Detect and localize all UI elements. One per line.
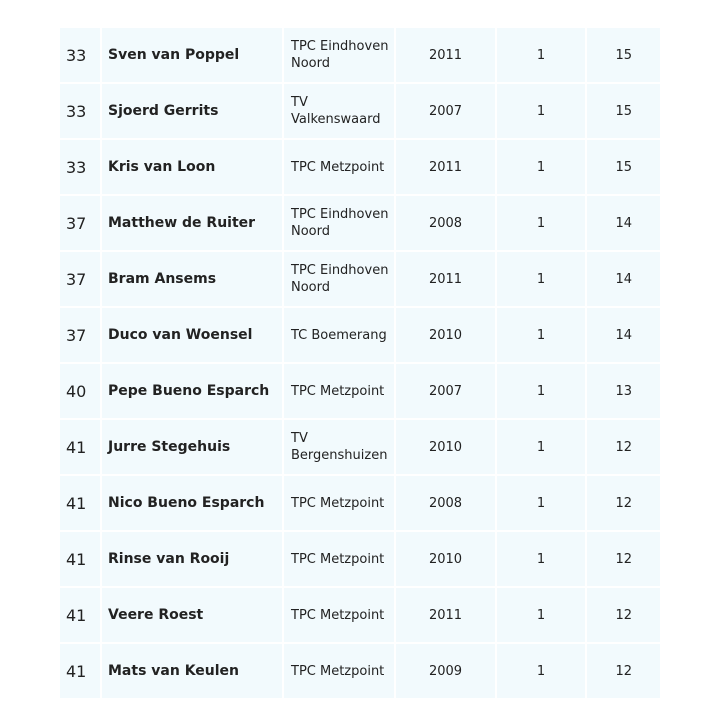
matches-cell: 1 bbox=[497, 84, 587, 138]
club-cell bbox=[284, 84, 396, 138]
points-cell: 15 bbox=[587, 84, 660, 138]
points-cell: 12 bbox=[587, 532, 660, 586]
birth-year-cell: 2007 bbox=[396, 84, 497, 138]
ranking-table bbox=[60, 26, 660, 700]
matches-cell: 1 bbox=[497, 196, 587, 250]
table-row bbox=[60, 588, 660, 642]
birth-year-cell: 2011 bbox=[396, 140, 497, 194]
table-row bbox=[60, 476, 660, 530]
club-cell bbox=[284, 252, 396, 306]
points-cell: 14 bbox=[587, 308, 660, 362]
club-name: TV Valkenswaard bbox=[291, 95, 381, 127]
club-cell bbox=[284, 476, 396, 530]
points-cell: 12 bbox=[587, 588, 660, 642]
rank-cell: 41 bbox=[60, 476, 102, 530]
club-cell bbox=[284, 28, 396, 82]
club-cell bbox=[284, 140, 396, 194]
rank-cell: 41 bbox=[60, 588, 102, 642]
table-row bbox=[60, 420, 660, 474]
table-row bbox=[60, 140, 660, 194]
club-cell bbox=[284, 588, 396, 642]
club-name: TPC Metzpoint bbox=[291, 159, 385, 175]
rank-cell: 41 bbox=[60, 644, 102, 698]
points-cell: 14 bbox=[587, 252, 660, 306]
birth-year-cell: 2008 bbox=[396, 196, 497, 250]
player-name-cell: Veere Roest bbox=[102, 588, 284, 642]
matches-cell: 1 bbox=[497, 532, 587, 586]
table-row bbox=[60, 532, 660, 586]
matches-cell: 1 bbox=[497, 588, 587, 642]
player-name-cell: Sjoerd Gerrits bbox=[102, 84, 284, 138]
player-name-cell: Pepe Bueno Esparch bbox=[102, 364, 284, 418]
club-name: TPC Metzpoint bbox=[291, 383, 385, 399]
matches-cell: 1 bbox=[497, 420, 587, 474]
club-name: TPC Eindhoven Noord bbox=[291, 207, 389, 239]
birth-year-cell: 2008 bbox=[396, 476, 497, 530]
matches-cell: 1 bbox=[497, 364, 587, 418]
club-cell bbox=[284, 420, 396, 474]
club-name: TPC Eindhoven Noord bbox=[291, 39, 389, 71]
points-cell: 15 bbox=[587, 28, 660, 82]
club-name: TPC Eindhoven Noord bbox=[291, 263, 389, 295]
club-name: TV Bergenshuizen bbox=[291, 431, 388, 463]
table-row bbox=[60, 644, 660, 698]
club-cell bbox=[284, 532, 396, 586]
club-name: TPC Metzpoint bbox=[291, 663, 385, 679]
club-name: TPC Metzpoint bbox=[291, 551, 385, 567]
player-name-cell: Sven van Poppel bbox=[102, 28, 284, 82]
points-cell: 12 bbox=[587, 644, 660, 698]
player-name-cell: Matthew de Ruiter bbox=[102, 196, 284, 250]
birth-year-cell: 2011 bbox=[396, 252, 497, 306]
table-row bbox=[60, 252, 660, 306]
club-cell bbox=[284, 196, 396, 250]
rank-cell: 37 bbox=[60, 252, 102, 306]
ranking-table-container bbox=[60, 26, 660, 700]
birth-year-cell: 2009 bbox=[396, 644, 497, 698]
club-name: TC Boemerang bbox=[291, 327, 387, 343]
rank-cell: 37 bbox=[60, 308, 102, 362]
club-cell bbox=[284, 644, 396, 698]
points-cell: 12 bbox=[587, 420, 660, 474]
ranking-table-body bbox=[60, 28, 660, 698]
table-row bbox=[60, 28, 660, 82]
rank-cell: 33 bbox=[60, 140, 102, 194]
points-cell: 12 bbox=[587, 476, 660, 530]
matches-cell: 1 bbox=[497, 308, 587, 362]
club-name: TPC Metzpoint bbox=[291, 495, 385, 511]
matches-cell: 1 bbox=[497, 252, 587, 306]
club-cell bbox=[284, 364, 396, 418]
player-name-cell: Bram Ansems bbox=[102, 252, 284, 306]
birth-year-cell: 2007 bbox=[396, 364, 497, 418]
birth-year-cell: 2011 bbox=[396, 588, 497, 642]
matches-cell: 1 bbox=[497, 140, 587, 194]
player-name-cell: Jurre Stegehuis bbox=[102, 420, 284, 474]
rank-cell: 40 bbox=[60, 364, 102, 418]
player-name-cell: Duco van Woensel bbox=[102, 308, 284, 362]
club-cell bbox=[284, 308, 396, 362]
player-name-cell: Nico Bueno Esparch bbox=[102, 476, 284, 530]
points-cell: 14 bbox=[587, 196, 660, 250]
rank-cell: 41 bbox=[60, 420, 102, 474]
birth-year-cell: 2010 bbox=[396, 420, 497, 474]
player-name-cell: Rinse van Rooij bbox=[102, 532, 284, 586]
birth-year-cell: 2010 bbox=[396, 532, 497, 586]
rank-cell: 33 bbox=[60, 84, 102, 138]
player-name-cell: Kris van Loon bbox=[102, 140, 284, 194]
birth-year-cell: 2010 bbox=[396, 308, 497, 362]
matches-cell: 1 bbox=[497, 476, 587, 530]
rank-cell: 41 bbox=[60, 532, 102, 586]
table-row bbox=[60, 196, 660, 250]
birth-year-cell: 2011 bbox=[396, 28, 497, 82]
points-cell: 13 bbox=[587, 364, 660, 418]
rank-cell: 37 bbox=[60, 196, 102, 250]
matches-cell: 1 bbox=[497, 644, 587, 698]
matches-cell: 1 bbox=[497, 28, 587, 82]
rank-cell: 33 bbox=[60, 28, 102, 82]
points-cell: 15 bbox=[587, 140, 660, 194]
table-row bbox=[60, 364, 660, 418]
club-name: TPC Metzpoint bbox=[291, 607, 385, 623]
table-row bbox=[60, 308, 660, 362]
table-row bbox=[60, 84, 660, 138]
player-name-cell: Mats van Keulen bbox=[102, 644, 284, 698]
